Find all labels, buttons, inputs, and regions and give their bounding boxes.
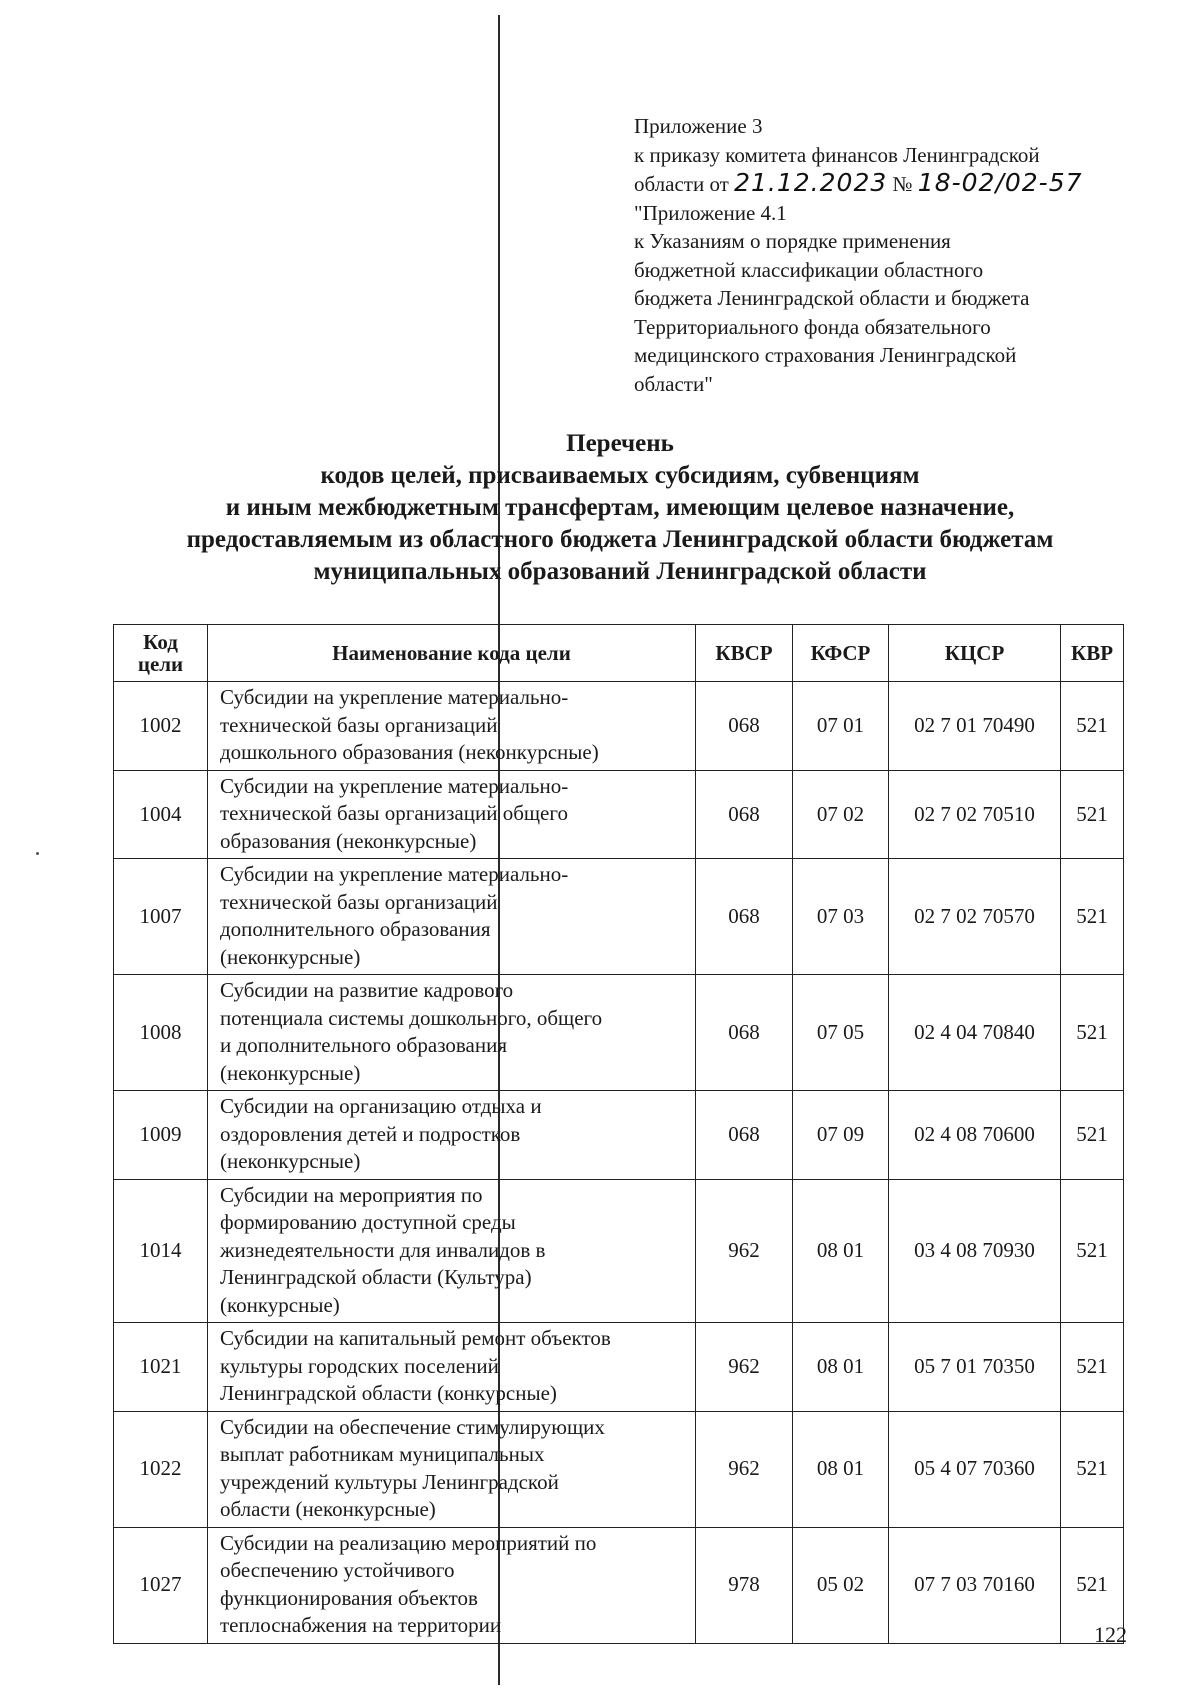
table-row <box>114 1323 1124 1412</box>
cell-name-line: (неконкурсные) <box>220 944 361 969</box>
cell-kvsr: 068 <box>696 682 793 771</box>
cell-name-line: (конкурсные) <box>220 1292 340 1317</box>
annex-header <box>634 112 1154 398</box>
annex-line-prefix: области от <box>634 172 729 196</box>
cell-name-line: культуры городских поселений <box>220 1353 499 1378</box>
cell-name-line: обеспечению устойчивого <box>220 1558 455 1582</box>
cell-name <box>208 770 696 859</box>
cell-code: 1022 <box>114 1411 208 1527</box>
cell-kcsr: 05 4 07 70360 <box>889 1411 1061 1527</box>
header-kvsr: КВСР <box>696 625 793 682</box>
cell-name-line: дошкольного образования (неконкурсные) <box>220 740 599 764</box>
table-row <box>114 1411 1124 1527</box>
cell-name-line: технической базы организаций общего <box>220 801 568 825</box>
cell-kvr: 521 <box>1061 770 1124 859</box>
header-kcsr: КЦСР <box>889 625 1061 682</box>
annex-line: "Приложение 4.1 <box>634 200 787 225</box>
table-row <box>114 1091 1124 1180</box>
cell-kcsr: 03 4 08 70930 <box>889 1179 1061 1323</box>
cell-kcsr: 02 7 02 70570 <box>889 859 1061 975</box>
header-kvr: КВР <box>1061 625 1124 682</box>
annex-line: области" <box>634 371 713 396</box>
handwritten-date: 21.12.2023 <box>734 168 888 197</box>
cell-kfsr: 07 09 <box>793 1091 889 1180</box>
page-number: 122 <box>1094 1622 1127 1647</box>
cell-name-line: формированию доступной среды <box>220 1210 516 1234</box>
cell-name-line: Ленинградской области (Культура) <box>220 1265 532 1289</box>
document-title <box>60 428 1180 588</box>
cell-name <box>208 682 696 771</box>
cell-name-line: дополнительного образования <box>220 917 491 941</box>
cell-name-line: Субсидии на обеспечение стимулирующих <box>220 1414 605 1439</box>
cell-name <box>208 1179 696 1323</box>
handwritten-order-number: 18-02/02-57 <box>917 168 1083 197</box>
cell-kfsr: 07 05 <box>793 975 889 1091</box>
cell-name-line: (неконкурсные) <box>220 1060 361 1085</box>
cell-code: 1004 <box>114 770 208 859</box>
cell-name-line: Субсидии на капитальный ремонт объектов <box>220 1326 611 1350</box>
title-line: Перечень <box>566 430 674 457</box>
cell-kfsr: 07 01 <box>793 682 889 771</box>
cell-kvr: 521 <box>1061 1179 1124 1323</box>
title-line: и иным межбюджетным трансфертам, имеющим целевое назначение, <box>225 494 1015 521</box>
table-row <box>114 1179 1124 1323</box>
cell-name-line: Субсидии на укрепление материально- <box>220 862 569 886</box>
cell-name-line: функционирования объектов <box>220 1585 478 1610</box>
cell-name-line: области (неконкурсные) <box>220 1497 436 1521</box>
cell-name-line: Субсидии на реализацию мероприятий по <box>220 1530 597 1555</box>
target-codes-table <box>113 624 1124 1644</box>
cell-kvsr: 962 <box>696 1179 793 1323</box>
cell-kvsr: 068 <box>696 770 793 859</box>
cell-code: 1027 <box>114 1527 208 1643</box>
cell-kfsr: 07 02 <box>793 770 889 859</box>
annex-line: к Указаниям о порядке применения <box>634 229 951 253</box>
cell-kcsr: 02 7 02 70510 <box>889 770 1061 859</box>
cell-kvsr: 962 <box>696 1323 793 1412</box>
cell-name-line: технической базы организаций <box>220 889 498 914</box>
cell-kfsr: 07 03 <box>793 859 889 975</box>
cell-name-line: и дополнительного образования <box>220 1033 507 1057</box>
cell-name <box>208 1411 696 1527</box>
cell-code: 1021 <box>114 1323 208 1412</box>
annex-line: Приложение 3 <box>634 114 763 138</box>
cell-kvr: 521 <box>1061 1323 1124 1412</box>
table-header-row <box>114 625 1124 682</box>
cell-name-line: Ленинградской области (конкурсные) <box>220 1381 557 1405</box>
number-sign: № <box>892 172 913 196</box>
header-code <box>114 625 208 682</box>
cell-code: 1009 <box>114 1091 208 1180</box>
table-row <box>114 859 1124 975</box>
cell-code: 1014 <box>114 1179 208 1323</box>
cell-name-line: жизнедеятельности для инвалидов в <box>220 1237 546 1262</box>
header-code-line1: Код <box>143 630 178 654</box>
cell-name-line: учреждений культуры Ленинградской <box>220 1469 559 1494</box>
cell-name <box>208 1323 696 1412</box>
annex-line: к приказу комитета финансов Ленинградской <box>634 142 1040 167</box>
cell-name-line: Субсидии на мероприятия по <box>220 1182 483 1207</box>
cell-kvsr: 068 <box>696 859 793 975</box>
cell-kcsr: 02 4 04 70840 <box>889 975 1061 1091</box>
cell-name-line: Субсидии на организацию отдыха и <box>220 1094 542 1118</box>
cell-code: 1002 <box>114 682 208 771</box>
cell-kvr: 521 <box>1061 1411 1124 1527</box>
annex-date-line <box>634 169 1154 199</box>
cell-name-line: Субсидии на развитие кадрового <box>220 978 514 1002</box>
cell-name-line: Субсидии на укрепление материально- <box>220 685 569 709</box>
cell-code: 1008 <box>114 975 208 1091</box>
cell-kfsr: 08 01 <box>793 1179 889 1323</box>
cell-kvr: 521 <box>1061 975 1124 1091</box>
cell-kvsr: 978 <box>696 1527 793 1643</box>
table-row <box>114 975 1124 1091</box>
annex-line: бюджета Ленинградской области и бюджета <box>634 286 1030 310</box>
annex-line: бюджетной классификации областного <box>634 257 984 282</box>
header-kfsr: КФСР <box>793 625 889 682</box>
cell-kvsr: 962 <box>696 1411 793 1527</box>
cell-kvr: 521 <box>1061 1091 1124 1180</box>
title-line: муниципальных образований Ленинградской области <box>313 558 927 585</box>
cell-kcsr: 02 7 01 70490 <box>889 682 1061 771</box>
scan-speck <box>36 852 39 855</box>
title-line: кодов целей, присваиваемых субсидиям, субвенциям <box>320 462 920 489</box>
cell-name-line: выплат работникам муниципальных <box>220 1442 545 1466</box>
header-code-line2: цели <box>137 652 184 676</box>
table-body <box>114 682 1124 1644</box>
cell-kvsr: 068 <box>696 1091 793 1180</box>
cell-kfsr: 05 02 <box>793 1527 889 1643</box>
cell-name <box>208 859 696 975</box>
cell-name <box>208 975 696 1091</box>
cell-name-line: образования (неконкурсные) <box>220 828 477 853</box>
table-row <box>114 770 1124 859</box>
header-name: Наименование кода цели <box>208 625 696 682</box>
title-line: предоставляемым из областного бюджета Ленинградской области бюджетам <box>186 526 1054 553</box>
cell-kcsr: 07 7 03 70160 <box>889 1527 1061 1643</box>
cell-name-line: потенциала системы дошкольного, общего <box>220 1005 603 1030</box>
cell-kvr: 521 <box>1061 859 1124 975</box>
cell-name-line: теплоснабжения на территории <box>220 1613 502 1637</box>
cell-kfsr: 08 01 <box>793 1323 889 1412</box>
cell-name-line: (неконкурсные) <box>220 1149 361 1173</box>
cell-kvr: 521 <box>1061 682 1124 771</box>
annex-line: Территориального фонда обязательного <box>634 314 991 339</box>
cell-kfsr: 08 01 <box>793 1411 889 1527</box>
cell-name <box>208 1091 696 1180</box>
cell-name <box>208 1527 696 1643</box>
cell-name-line: оздоровления детей и подростков <box>220 1121 521 1146</box>
cell-name-line: Субсидии на укрепление материально- <box>220 773 569 798</box>
cell-kvr: 521 <box>1061 1527 1124 1643</box>
table-row <box>114 1527 1124 1643</box>
annex-line: медицинского страхования Ленинградской <box>634 343 1017 367</box>
cell-kcsr: 02 4 08 70600 <box>889 1091 1061 1180</box>
cell-code: 1007 <box>114 859 208 975</box>
cell-kvsr: 068 <box>696 975 793 1091</box>
cell-kcsr: 05 7 01 70350 <box>889 1323 1061 1412</box>
table-row <box>114 682 1124 771</box>
cell-name-line: технической базы организаций <box>220 712 498 737</box>
